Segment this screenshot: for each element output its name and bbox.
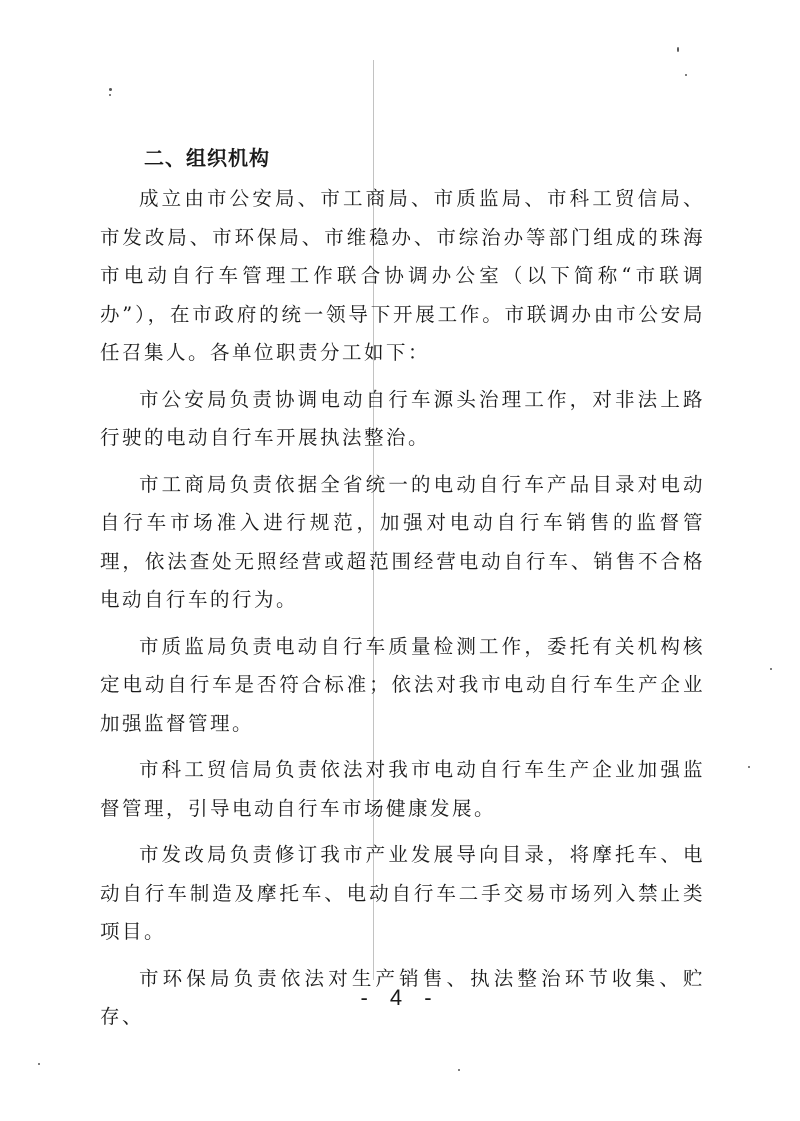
paragraph: 市发改局负责修订我市产业发展导向目录，将摩托车、电动自行车制造及摩托车、电动自行车二手交易市场列入禁止类项目。 (100, 843, 705, 943)
scan-speck (748, 766, 750, 768)
scan-speck (685, 74, 687, 76)
paragraph: 成立由市公安局、市工商局、市质监局、市科工贸信局、市发改局、市环保局、市维稳办、市综治办等部门组成的珠海市电动自行车管理工作联合协调办公室（以下简称“市联调办”），在市政府的统一领导下开展工作。市联调办由市公安局任召集人。各单位职责分工如下： (100, 187, 705, 364)
scan-speck (109, 88, 112, 91)
paragraph: 市工商局负责依据全省统一的电动自行车产品目录对电动自行车市场准入进行规范，加强对电动自行车销售的监督管理，依法查处无照经营或超范围经营电动自行车、销售不合格电动自行车的行为。 (100, 472, 705, 611)
page-number: - 4 - (360, 985, 440, 1010)
paragraph: 市科工贸信局负责依法对我市电动自行车生产企业加强监督管理，引导电动自行车市场健康发展。 (100, 758, 705, 820)
paragraph: 市环保局负责依法对生产销售、执法整治环节收集、贮存、 (100, 966, 705, 1028)
paragraph: 市公安局负责协调电动自行车源头治理工作，对非法上路行驶的电动自行车开展执法整治。 (100, 387, 705, 449)
section-heading: 二、组织机构 (144, 146, 270, 170)
scan-speck (109, 94, 111, 96)
scan-speck (677, 47, 679, 52)
scan-speck (38, 1063, 40, 1065)
scan-speck (770, 668, 772, 670)
document-body (100, 138, 705, 1045)
scan-speck (458, 1069, 460, 1071)
paragraph: 市质监局负责电动自行车质量检测工作，委托有关机构核定电动自行车是否符合标准；依法对我市电动自行车生产企业加强监督管理。 (100, 634, 705, 735)
